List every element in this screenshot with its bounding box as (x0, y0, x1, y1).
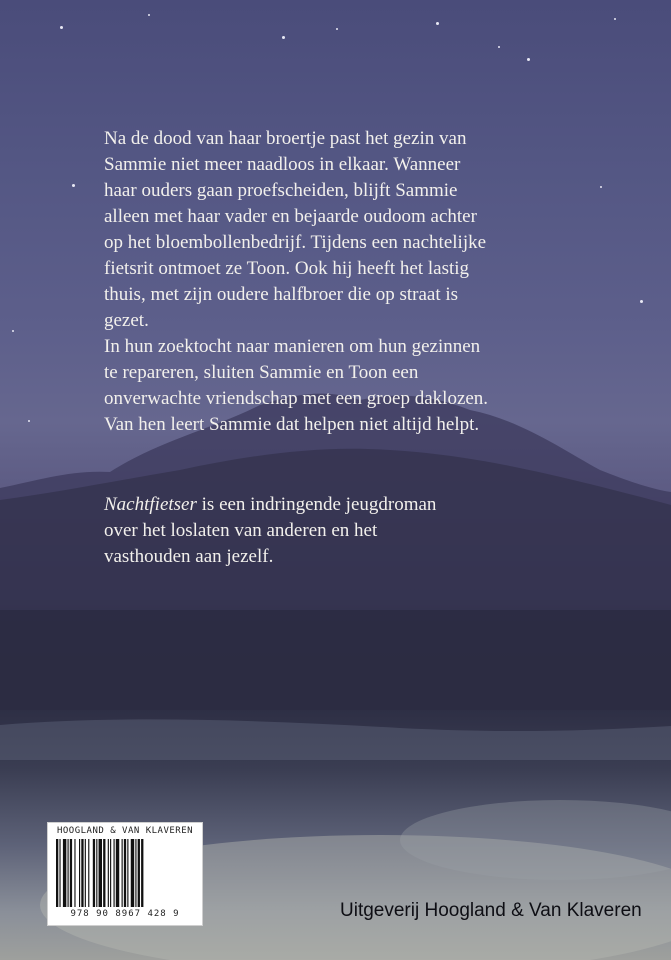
blurb-line: onverwachte vriendschap met een groep daklozen. (104, 388, 489, 409)
barcode-bar (108, 839, 109, 907)
book-title: Nachtfietser (104, 494, 197, 515)
star-icon (436, 22, 439, 25)
blurb-line: op het bloembollenbedrijf. Tijdens een nachtelijke (104, 232, 487, 253)
star-icon (336, 28, 338, 30)
blurb-line: thuis, met zijn oudere halfbroer die op straat is (104, 284, 459, 305)
barcode-bar (79, 839, 80, 907)
barcode-bar (116, 839, 119, 907)
barcode-bar (110, 839, 111, 907)
barcode-publisher-label: HOOGLAND & VAN KLAVEREN (56, 826, 194, 836)
star-icon (72, 184, 75, 187)
barcode-bar (74, 839, 75, 907)
barcode-bar (141, 839, 143, 907)
barcode-bar (88, 839, 89, 907)
barcode-bar (68, 839, 69, 907)
barcode-bar (99, 839, 102, 907)
blurb-line: haar ouders gaan proefscheiden, blijft Sammie (104, 180, 458, 201)
barcode-bar (56, 839, 58, 907)
tagline-line: vasthouden aan jezelf. (104, 546, 274, 567)
blurb-line: fietsrit ontmoet ze Toon. Ook hij heeft het lastig (104, 258, 470, 279)
star-icon (148, 14, 150, 16)
water-band (0, 610, 671, 710)
barcode-bar (131, 839, 134, 907)
star-icon (527, 58, 530, 61)
blurb-text (104, 126, 624, 438)
tagline-line: over het loslaten van anderen en het (104, 520, 378, 541)
blurb-line: Na de dood van haar broertje past het gezin van (104, 128, 467, 149)
star-icon (28, 420, 30, 422)
barcode-bar (81, 839, 83, 907)
star-icon (614, 18, 616, 20)
tagline-line (104, 492, 624, 518)
barcode-bar (59, 839, 60, 907)
star-icon (282, 36, 285, 39)
barcode-bar (114, 839, 115, 907)
barcode-bar (127, 839, 128, 907)
isbn-barcode (47, 822, 203, 926)
tagline-text (104, 492, 624, 570)
blurb-line: gezet. (104, 310, 149, 331)
blurb-line: In hun zoektocht naar manieren om hun gezinnen (104, 336, 481, 357)
isbn-number: 978 90 8967 428 9 (70, 909, 180, 919)
blurb-line: te repareren, sluiten Sammie en Toon een (104, 362, 419, 383)
star-icon (12, 330, 14, 332)
barcode-bar (93, 839, 95, 907)
water-reflection (0, 719, 671, 760)
barcode-bar (122, 839, 123, 907)
blurb-line: Van hen leert Sammie dat helpen niet altijd helpt. (104, 414, 480, 435)
barcode-bar (85, 839, 86, 907)
star-icon (498, 46, 500, 48)
barcode-bar (138, 839, 140, 907)
barcode-bar (96, 839, 97, 907)
blurb-line: Sammie niet meer naadloos in elkaar. Wanneer (104, 154, 461, 175)
barcode-bar (103, 839, 105, 907)
barcode-bar (135, 839, 136, 907)
barcode-bar (70, 839, 72, 907)
tagline-line-rest: is een indringende jeugdroman (196, 494, 437, 515)
publisher-name: Uitgeverij Hoogland & Van Klaveren (340, 900, 642, 921)
blurb-line: alleen met haar vader en bejaarde oudoom achter (104, 206, 477, 227)
barcode-bars (56, 839, 194, 907)
barcode-bar (63, 839, 66, 907)
star-icon (60, 26, 63, 29)
star-icon (640, 300, 643, 303)
barcode-bar (124, 839, 126, 907)
